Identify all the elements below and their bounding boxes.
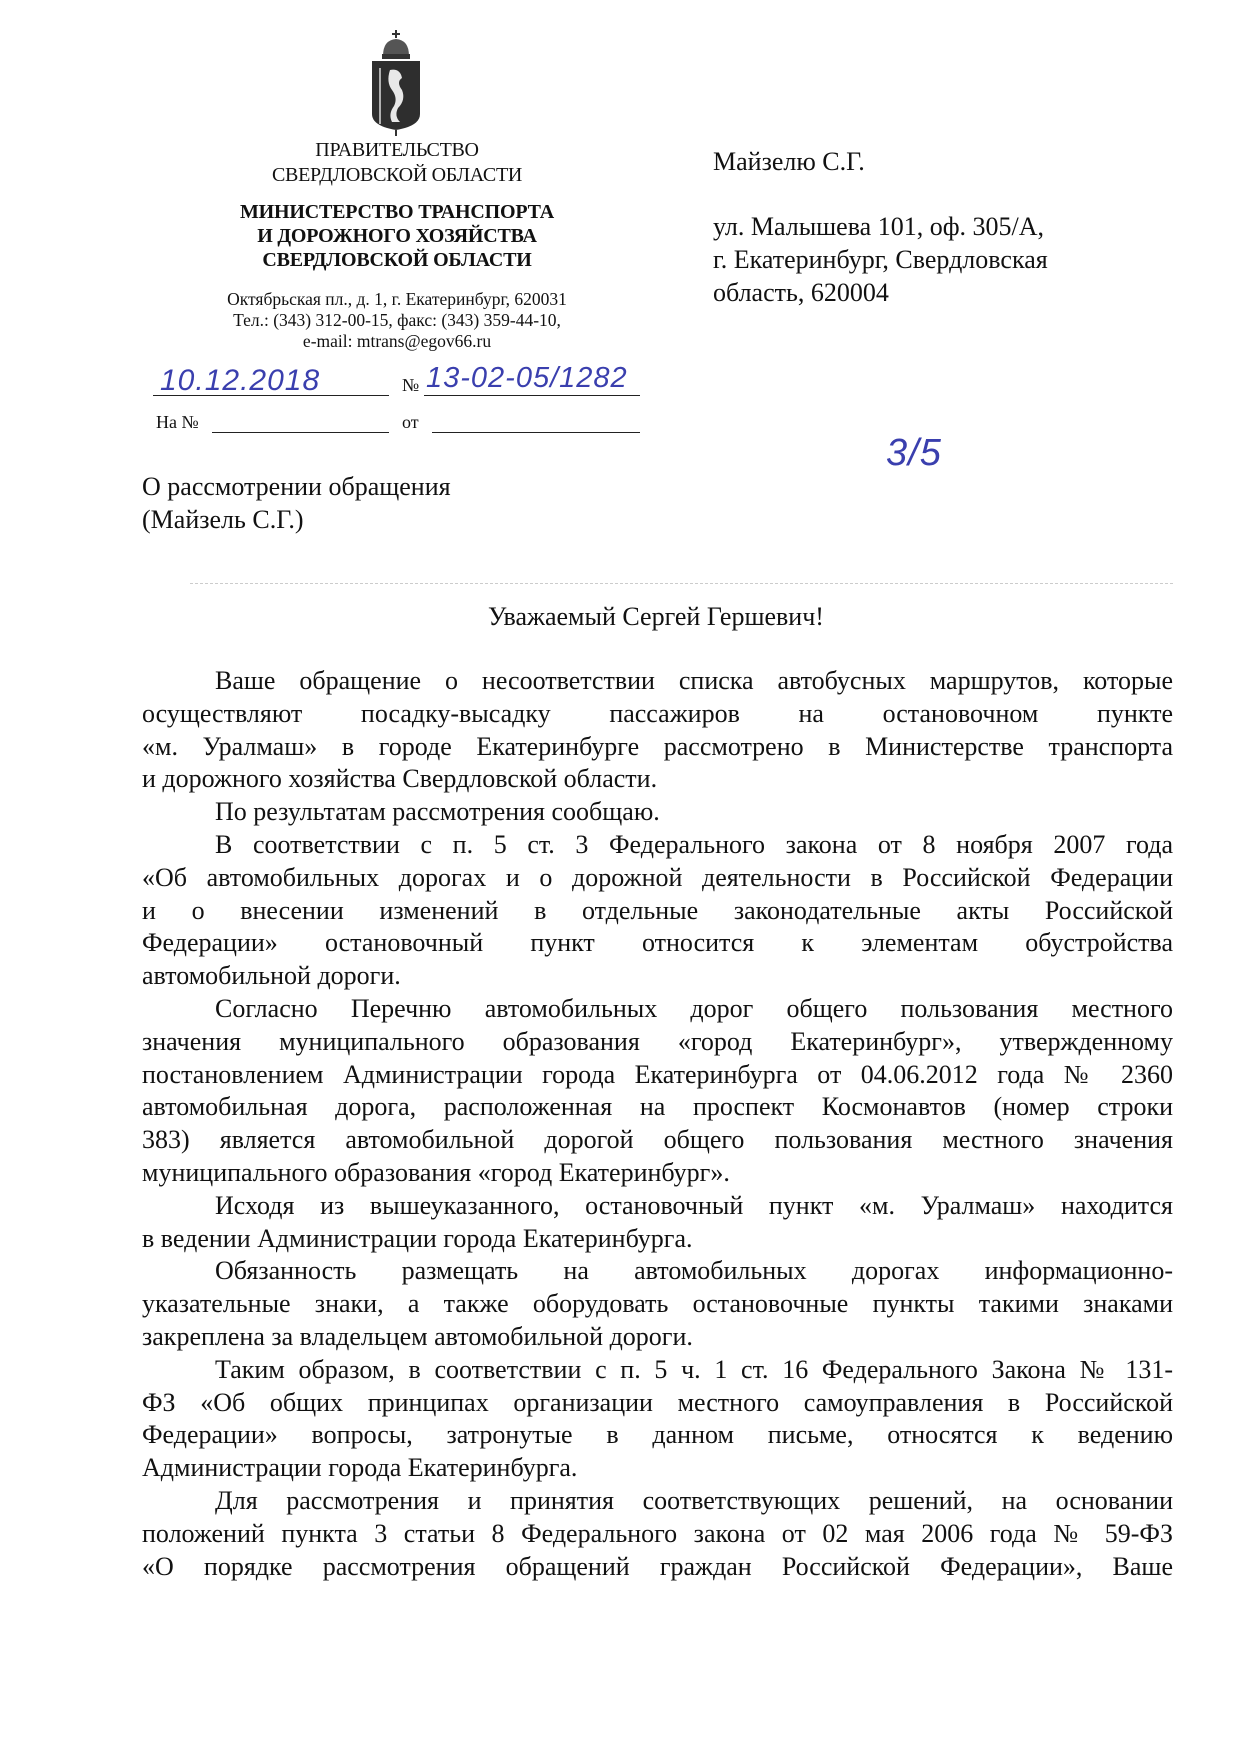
body-text-line: муниципального образования «город Екатеринбург». (142, 1157, 730, 1187)
body-text-line: В соответствии с п. 5 ст. 3 Федерального закона от 8 ноября 2007 года (215, 829, 1173, 859)
body-text-line: и дорожного хозяйства Свердловской области. (142, 764, 658, 794)
body-text-line: значения муниципального образования «город Екатеринбург», утвержденному (142, 1026, 1173, 1056)
body-text-line: Обязанность размещать на автомобильных дорогах информационно- (215, 1256, 1173, 1286)
body-text-line: положений пункта 3 статьи 8 Федерального закона от 02 мая 2006 года № 59-ФЗ (142, 1518, 1173, 1548)
body-text-line: автомобильной дороги. (142, 961, 401, 991)
body-text-line: 383) является автомобильной дорогой общего пользования местного значения (142, 1125, 1173, 1155)
body-text-line: «Об автомобильных дорогах и о дорожной деятельности в Российской Федерации (142, 862, 1173, 892)
government-name-line-1: ПРАВИТЕЛЬСТВО (315, 139, 479, 161)
recipient-address-line-2: г. Екатеринбург, Свердловская (713, 245, 1048, 274)
letter-date: 10.12.2018 (160, 364, 321, 397)
letter-number: 13-02-05/1282 (426, 362, 628, 394)
number-underline (424, 395, 640, 396)
body-text-line: осуществляют посадку-высадку пассажиров на остановочном пункте (142, 698, 1173, 728)
reply-to-label: На № (156, 412, 199, 432)
body-text-line: автомобильная дорога, расположенная на проспект Космонавтов (номер строки (142, 1092, 1173, 1122)
body-text-line: По результатам рассмотрения сообщаю. (215, 797, 660, 827)
ministry-name-line-1: МИНИСТЕРСТВО ТРАНСПОРТА (239, 201, 554, 223)
body-text-line: закреплена за владельцем автомобильной дороги. (142, 1321, 693, 1351)
ministry-phone-fax: Тел.: (343) 312-00-15, факс: (343) 359-44-10, (233, 310, 561, 330)
coat-of-arms-emblem (366, 30, 426, 136)
ministry-name-line-2: И ДОРОЖНОГО ХОЗЯЙСТВА (257, 225, 537, 247)
body-text-line: «О порядке рассмотрения обращений граждан Российской Федерации», Ваше (142, 1551, 1173, 1581)
handwritten-note: 3/5 (886, 432, 942, 474)
body-text-line: постановлением Администрации города Екатеринбурга от 04.06.2012 года № 2360 (142, 1059, 1173, 1089)
body-text-line: Таким образом, в соответствии с п. 5 ч. 1 ст. 16 Федерального Закона № 131- (215, 1354, 1173, 1384)
ministry-name-line-3: СВЕРДЛОВСКОЙ ОБЛАСТИ (262, 249, 532, 271)
body-text-line: «м. Уралмаш» в городе Екатеринбурге рассмотрено в Министерстве транспорта (142, 731, 1173, 761)
recipient-address-line-3: область, 620004 (713, 278, 889, 307)
body-text-line: в ведении Администрации города Екатеринбурга. (142, 1223, 693, 1253)
body-text-line: Для рассмотрения и принятия соответствующих решений, на основании (215, 1485, 1173, 1515)
number-label: № (402, 375, 420, 395)
body-text-line: Согласно Перечню автомобильных дорог общего пользования местного (215, 993, 1173, 1023)
recipient-name: Майзелю С.Г. (713, 147, 865, 176)
subject-line-1: О рассмотрении обращения (142, 472, 451, 501)
greeting: Уважаемый Сергей Гершевич! (488, 602, 824, 631)
subject-line-2: (Майзель С.Г.) (142, 505, 304, 534)
ministry-email: e-mail: mtrans@egov66.ru (302, 331, 492, 351)
scan-artifact-divider (190, 583, 1173, 584)
body-text-line: ФЗ «Об общих принципах организации местного самоуправления в Российской (142, 1387, 1173, 1417)
body-text-line: Администрации города Екатеринбурга. (142, 1453, 578, 1483)
body-text-line: Федерации» остановочный пункт относится к элементам обустройства (142, 928, 1173, 958)
reply-to-underline (212, 432, 389, 433)
body-text-line: указательные знаки, а также оборудовать остановочные пункты такими знаками (142, 1289, 1173, 1319)
ministry-address: Октябрьская пл., д. 1, г. Екатеринбург, 620031 (227, 289, 567, 309)
government-name-line-2: СВЕРДЛОВСКОЙ ОБЛАСТИ (271, 164, 523, 186)
body-text-line: Ваше обращение о несоответствии списка автобусных маршрутов, которые (215, 666, 1173, 695)
body-text-line: Федерации» вопросы, затронутые в данном письме, относятся к ведению (142, 1420, 1173, 1450)
date-underline (153, 395, 389, 396)
from-label: от (402, 412, 419, 432)
from-underline (432, 432, 640, 433)
body-text-line: Исходя из вышеуказанного, остановочный пункт «м. Уралмаш» находится (215, 1190, 1173, 1220)
body-text-line: и о внесении изменений в отдельные законодательные акты Российской (142, 895, 1173, 925)
recipient-address-line-1: ул. Малышева 101, оф. 305/А, (713, 212, 1045, 241)
letter-body (142, 665, 1173, 1583)
